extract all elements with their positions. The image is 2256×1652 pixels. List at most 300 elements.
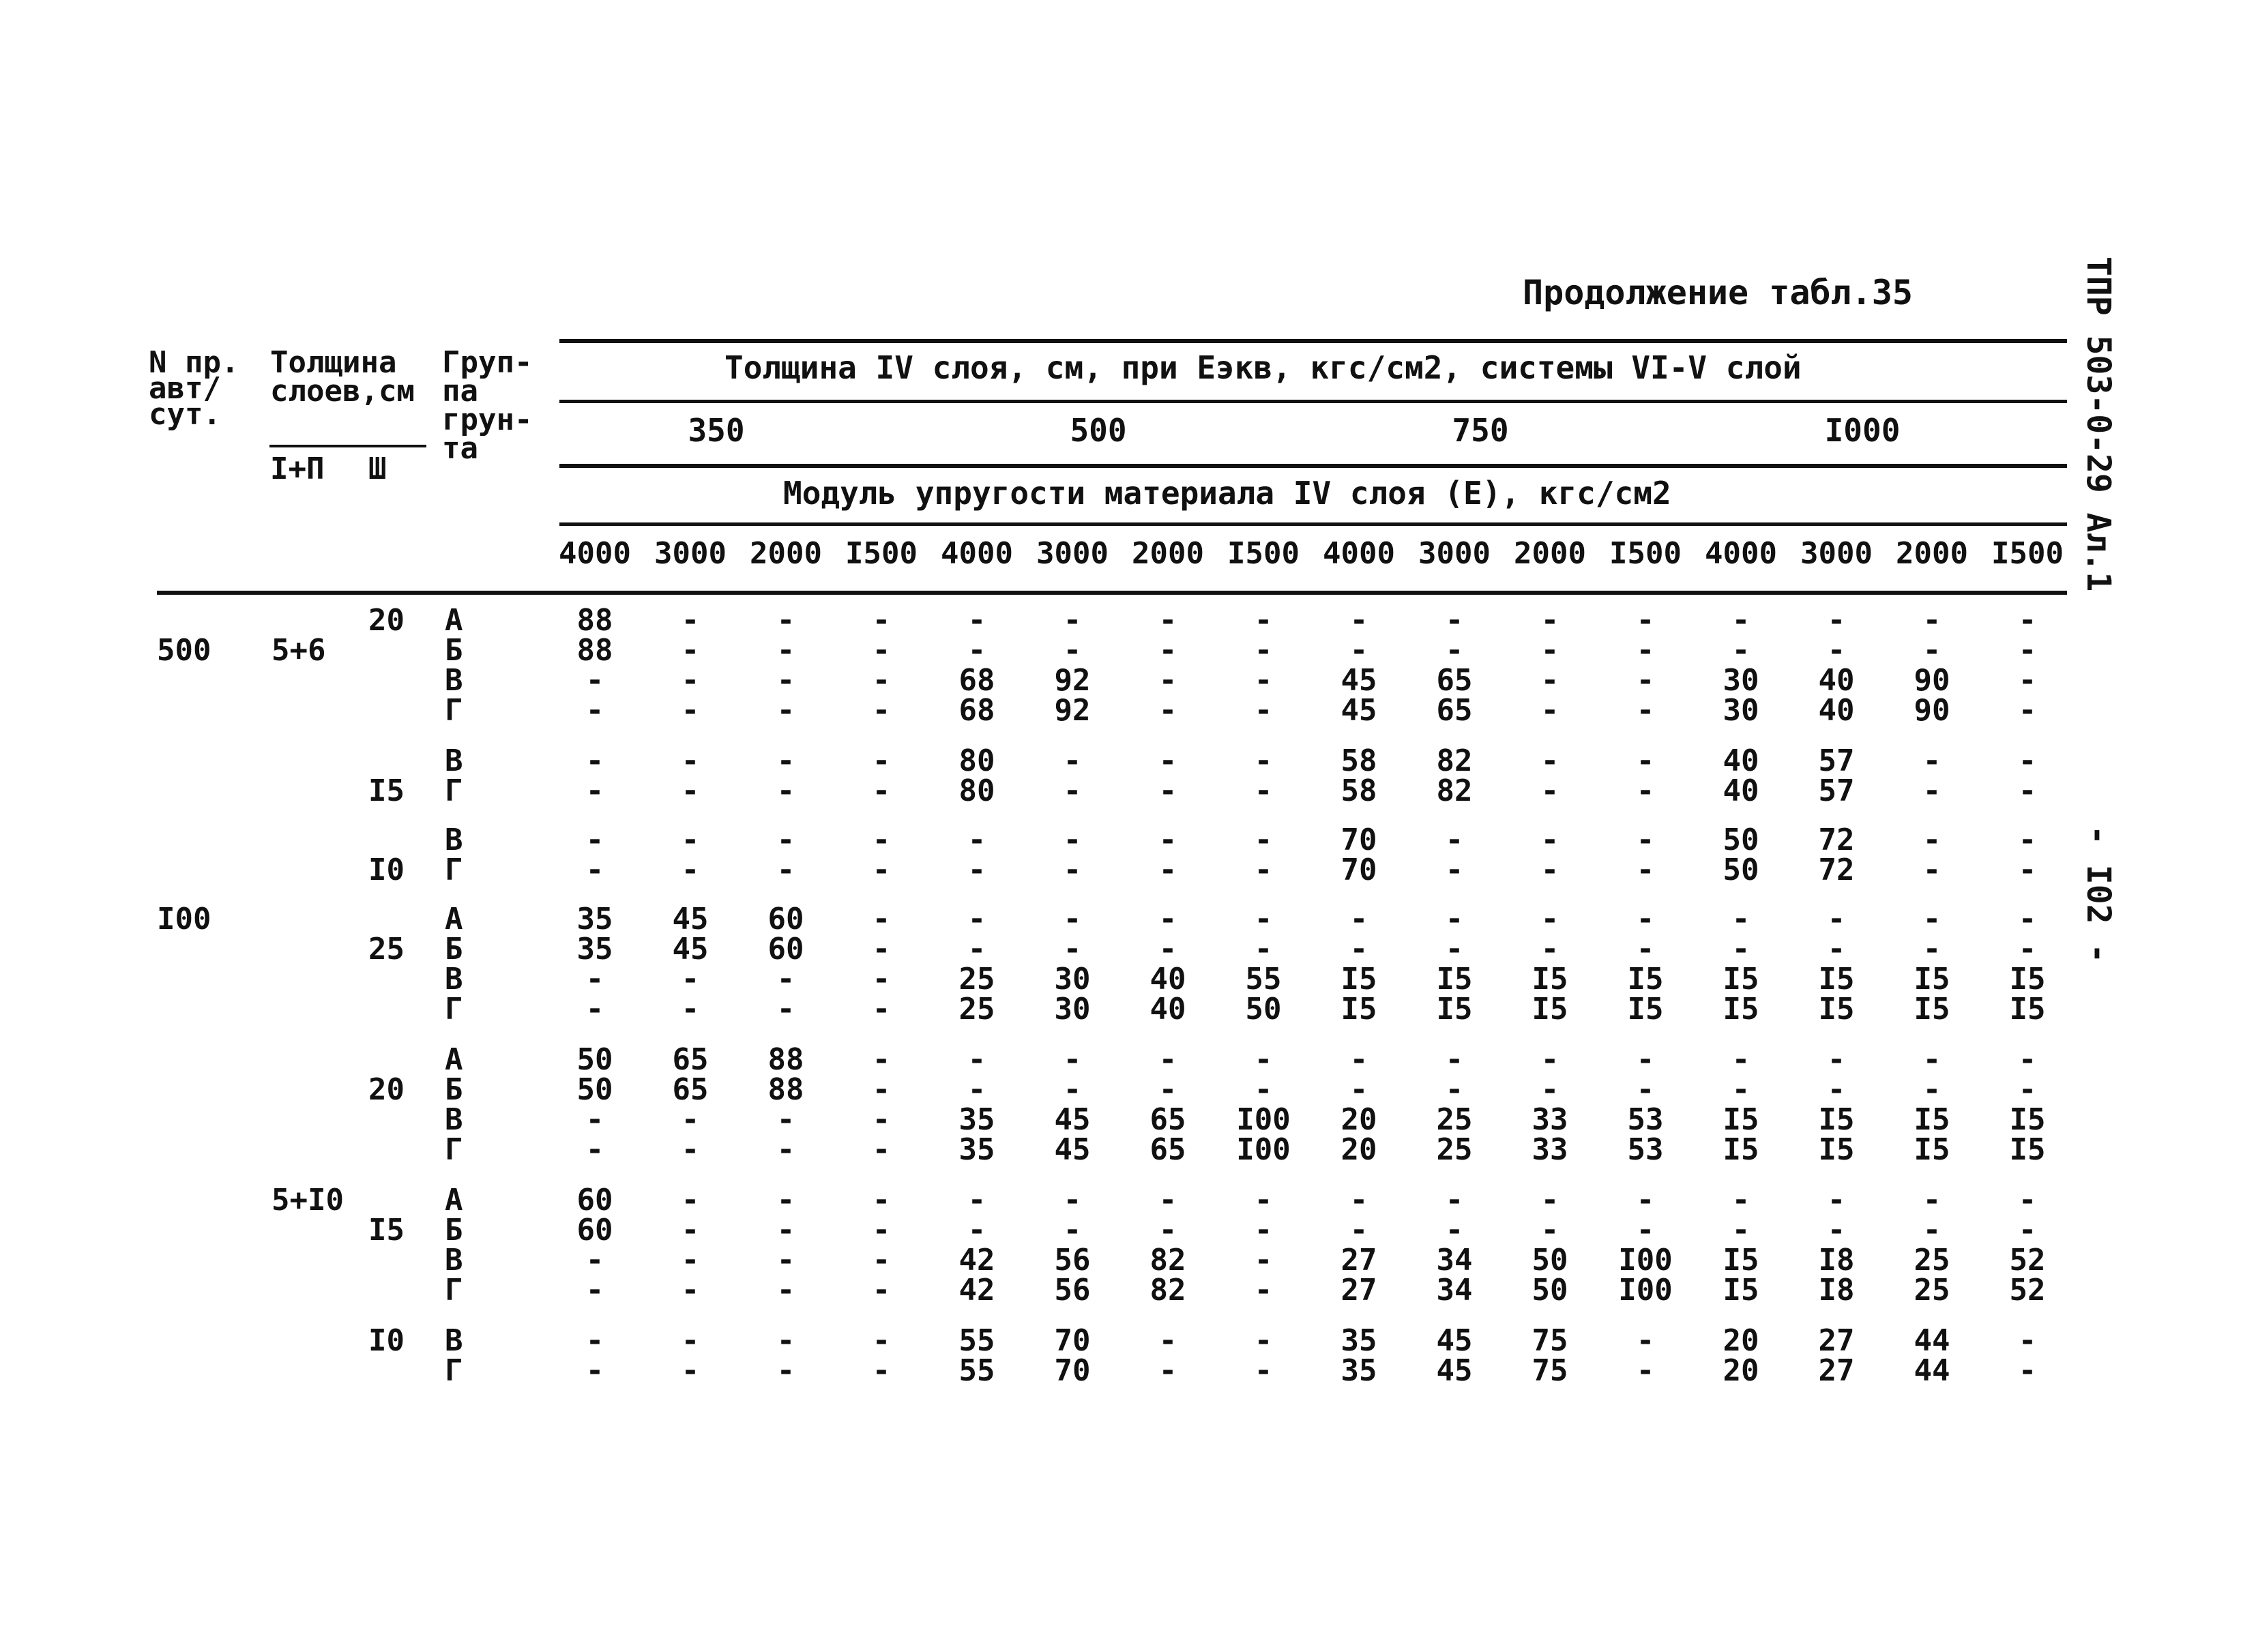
table-cell: - — [872, 1132, 891, 1167]
table-cell: - — [1254, 1042, 1273, 1077]
table-cell: - — [1445, 823, 1464, 857]
table-cell: I5 — [1818, 1132, 1855, 1167]
table-cell: - — [1254, 1072, 1273, 1107]
table-cell: - — [776, 1213, 795, 1248]
table-cell: - — [585, 962, 604, 997]
table-cell: - — [1922, 1072, 1942, 1107]
table-cell: - — [872, 693, 891, 728]
soil-group-letter: А — [445, 603, 463, 638]
table-cell: - — [776, 1353, 795, 1388]
table-cell: - — [1349, 1213, 1368, 1248]
table-cell: 80 — [958, 773, 995, 808]
table-cell: - — [872, 1323, 891, 1358]
table-cell: I5 — [2009, 1132, 2046, 1167]
table-cell: I5 — [2009, 1102, 2046, 1137]
table-cell: - — [872, 823, 891, 857]
table-cell: - — [1158, 663, 1177, 698]
modulus-value: I500 — [845, 536, 918, 571]
traffic-value: 500 — [157, 633, 211, 668]
soil-group-letter: Г — [445, 1353, 463, 1388]
table-cell: - — [1540, 1183, 1559, 1218]
table-cell: - — [872, 1102, 891, 1137]
table-cell: 45 — [1341, 663, 1377, 698]
table-cell: - — [1063, 1042, 1082, 1077]
soil-group-letter: Г — [445, 853, 463, 887]
table-cell: 50 — [1532, 1273, 1568, 1308]
table-cell: - — [681, 823, 700, 857]
table-cell: - — [681, 743, 700, 778]
table-cell: 27 — [1818, 1353, 1855, 1388]
table-cell: - — [872, 853, 891, 887]
table-cell: - — [1254, 1183, 1273, 1218]
table-cell: 53 — [1627, 1102, 1664, 1137]
table-cell: - — [1731, 1042, 1750, 1077]
table-cell: I8 — [1818, 1273, 1855, 1308]
soil-group-letter: Б — [445, 932, 463, 967]
table-cell: I5 — [2009, 962, 2046, 997]
table-cell: 90 — [1914, 663, 1950, 698]
table-cell: 80 — [958, 743, 995, 778]
table-cell: 75 — [1532, 1323, 1568, 1358]
table-cell: - — [1063, 1072, 1082, 1107]
table-cell: - — [1063, 1213, 1082, 1248]
modulus-value: 2000 — [1514, 536, 1586, 571]
table-cell: 72 — [1818, 853, 1855, 887]
table-cell: - — [1254, 853, 1273, 887]
table-cell: - — [1158, 902, 1177, 936]
soil-group-letter: Г — [445, 1132, 463, 1167]
thickness-header-line: слоев,см — [270, 374, 415, 409]
table-cell: I5 — [1723, 1243, 1759, 1278]
table-cell: I5 — [1341, 992, 1377, 1027]
table-cell: - — [1445, 932, 1464, 967]
table-cell: - — [776, 1183, 795, 1218]
table-cell: - — [681, 1132, 700, 1167]
table-cell: 25 — [958, 992, 995, 1027]
soil-group-letter: В — [445, 743, 463, 778]
table-cell: - — [1827, 1042, 1846, 1077]
table-cell: - — [2018, 743, 2037, 778]
table-cell: I5 — [1818, 1102, 1855, 1137]
table-cell: I5 — [1914, 1132, 1950, 1167]
table-cell: 70 — [1054, 1353, 1091, 1388]
table-cell: - — [1636, 932, 1655, 967]
table-cell: - — [1540, 1072, 1559, 1107]
table-cell: - — [1445, 1042, 1464, 1077]
table-cell: - — [1063, 1183, 1082, 1218]
table-cell: 45 — [1054, 1132, 1091, 1167]
table-cell: 35 — [958, 1102, 995, 1137]
table-cell: - — [2018, 1183, 2037, 1218]
thickness-sub-iii: Ш — [368, 452, 387, 486]
table-cell: I5 — [1818, 992, 1855, 1027]
table-cell: 30 — [1054, 992, 1091, 1027]
table-cell: 25 — [1914, 1243, 1950, 1278]
table-cell: 20 — [1723, 1353, 1759, 1388]
group-header-line: та — [442, 431, 478, 466]
table-cell: - — [1922, 1183, 1942, 1218]
table-cell: 55 — [958, 1323, 995, 1358]
table-cell: - — [1922, 1042, 1942, 1077]
table-cell: - — [2018, 773, 2037, 808]
table-cell: - — [1158, 693, 1177, 728]
thickness-sub-i-ii: I+П — [270, 452, 325, 486]
table-cell: - — [872, 1273, 891, 1308]
table-cell: - — [1540, 603, 1559, 638]
soil-group-letter: Г — [445, 1273, 463, 1308]
table-cell: 25 — [958, 962, 995, 997]
table-cell: - — [1254, 1353, 1273, 1388]
table-cell: 44 — [1914, 1323, 1950, 1358]
table-cell: 65 — [1149, 1102, 1186, 1137]
table-cell: - — [872, 743, 891, 778]
group-header-line: грун- — [442, 402, 533, 437]
table-cell: - — [681, 962, 700, 997]
table-cell: 50 — [1723, 853, 1759, 887]
table-cell: - — [872, 932, 891, 967]
table-cell: - — [1922, 932, 1942, 967]
table-cell: - — [681, 992, 700, 1027]
table-cell: - — [967, 633, 986, 668]
thickness-iii-value: I5 — [368, 773, 405, 808]
table-cell: - — [2018, 603, 2037, 638]
table-cell: 20 — [1341, 1102, 1377, 1137]
page-number: - I02 - — [2079, 825, 2118, 964]
modulus-value: 2000 — [1132, 536, 1204, 571]
table-cell: - — [2018, 902, 2037, 936]
table-cell: 57 — [1818, 773, 1855, 808]
table-cell: - — [585, 992, 604, 1027]
table-cell: 50 — [1532, 1243, 1568, 1278]
table-cell: 70 — [1341, 853, 1377, 887]
table-cell: - — [1922, 902, 1942, 936]
eekv-value: I000 — [1824, 412, 1901, 449]
table-cell: - — [1445, 1213, 1464, 1248]
table-cell: - — [1540, 932, 1559, 967]
table-cell: - — [776, 1132, 795, 1167]
modulus-value: 3000 — [654, 536, 727, 571]
table-cell: 30 — [1723, 663, 1759, 698]
table-cell: - — [1254, 1243, 1273, 1278]
table-cell: - — [585, 1243, 604, 1278]
table-cell: - — [1158, 633, 1177, 668]
table-cell: I00 — [1236, 1132, 1291, 1167]
table-cell: - — [1254, 693, 1273, 728]
table-cell: - — [1254, 603, 1273, 638]
thickness-iii-value: I0 — [368, 1323, 405, 1358]
thickness-iii-value: 20 — [368, 603, 405, 638]
table-cell: 65 — [672, 1072, 709, 1107]
table-cell: - — [1349, 1183, 1368, 1218]
header-bottom-rule — [157, 591, 2067, 595]
table-cell: - — [2018, 693, 2037, 728]
table-cell: - — [1254, 633, 1273, 668]
table-cell: - — [1827, 633, 1846, 668]
table-cell: - — [1063, 932, 1082, 967]
table-cell: 40 — [1149, 962, 1186, 997]
table-cell: - — [1158, 853, 1177, 887]
table-cell: - — [1158, 1213, 1177, 1248]
table-cell: - — [1827, 1213, 1846, 1248]
table-cell: 42 — [958, 1243, 995, 1278]
table-cell: - — [1922, 633, 1942, 668]
table-cell: 57 — [1818, 743, 1855, 778]
modulus-value: 3000 — [1418, 536, 1491, 571]
table-cell: 35 — [576, 902, 613, 936]
table-cell: - — [1636, 663, 1655, 698]
table-cell: - — [1636, 823, 1655, 857]
group-header-line: Груп- — [442, 345, 533, 380]
modulus-title: Модуль упругости материала IV слоя (Е), кгс/см2 — [783, 475, 1671, 512]
thickness-iii-value: I0 — [368, 853, 405, 887]
table-cell: - — [1158, 603, 1177, 638]
table-cell: 88 — [576, 603, 613, 638]
table-cell: - — [967, 1183, 986, 1218]
table-cell: - — [1731, 1213, 1750, 1248]
modulus-value: 2000 — [750, 536, 822, 571]
table-cell: - — [1158, 1042, 1177, 1077]
table-cell: - — [1158, 1353, 1177, 1388]
table-cell: 27 — [1818, 1323, 1855, 1358]
table-cell: - — [1445, 603, 1464, 638]
table-cell: 40 — [1149, 992, 1186, 1027]
table-cell: - — [1636, 902, 1655, 936]
soil-group-letter: Б — [445, 1072, 463, 1107]
table-cell: 33 — [1532, 1102, 1568, 1137]
table-cell: - — [1254, 902, 1273, 936]
table-cell: - — [1254, 773, 1273, 808]
table-cell: 40 — [1723, 743, 1759, 778]
table-cell: 82 — [1436, 773, 1473, 808]
table-cell: - — [1158, 1323, 1177, 1358]
table-cell: 88 — [767, 1042, 804, 1077]
table-cell: - — [681, 1243, 700, 1278]
soil-group-letter: А — [445, 1183, 463, 1218]
table-cell: - — [681, 773, 700, 808]
table-cell: - — [585, 1102, 604, 1137]
table-cell: 25 — [1436, 1132, 1473, 1167]
table-cell: - — [1254, 823, 1273, 857]
table-cell: - — [1254, 1273, 1273, 1308]
table-cell: I5 — [1627, 962, 1664, 997]
table-cell: - — [1254, 743, 1273, 778]
table-cell: - — [681, 603, 700, 638]
thickness-i-ii-value: 5+6 — [272, 633, 326, 668]
table-cell: - — [1540, 853, 1559, 887]
table-cell: 45 — [672, 932, 709, 967]
table-cell: - — [1445, 1072, 1464, 1107]
table-cell: - — [967, 603, 986, 638]
modulus-value: 3000 — [1800, 536, 1873, 571]
table-cell: - — [585, 663, 604, 698]
table-cell: 65 — [1436, 693, 1473, 728]
table-cell: - — [967, 823, 986, 857]
table-cell: 65 — [1436, 663, 1473, 698]
modulus-value: 4000 — [1705, 536, 1777, 571]
thickness-iii-value: 20 — [368, 1072, 405, 1107]
table-cell: 33 — [1532, 1132, 1568, 1167]
table-cell: - — [681, 1323, 700, 1358]
table-cell: 53 — [1627, 1132, 1664, 1167]
table-cell: - — [2018, 853, 2037, 887]
header-top-rule — [559, 339, 2067, 343]
table-cell: - — [1540, 633, 1559, 668]
traffic-value: I00 — [157, 902, 211, 936]
table-cell: - — [1158, 1072, 1177, 1107]
table-cell: 35 — [1341, 1353, 1377, 1388]
table-cell: - — [585, 773, 604, 808]
table-cell: 75 — [1532, 1353, 1568, 1388]
table-cell: 68 — [958, 693, 995, 728]
table-cell: 35 — [958, 1132, 995, 1167]
table-cell: - — [1540, 1213, 1559, 1248]
table-cell: - — [967, 1042, 986, 1077]
table-cell: - — [2018, 1353, 2037, 1388]
soil-group-letter: Б — [445, 633, 463, 668]
top-header-title: Толщина IV слоя, см, при Еэкв, кгс/см2, системы VI-V слой — [724, 349, 1802, 386]
eekv-value: 350 — [688, 412, 745, 449]
table-cell: - — [1827, 902, 1846, 936]
modulus-value: I500 — [1609, 536, 1682, 571]
table-cell: - — [1636, 603, 1655, 638]
table-cell: I00 — [1236, 1102, 1291, 1137]
table-cell: - — [776, 1102, 795, 1137]
table-cell: - — [776, 1323, 795, 1358]
table-cell: - — [776, 1243, 795, 1278]
table-cell: - — [1922, 1213, 1942, 1248]
table-cell: I5 — [1723, 1132, 1759, 1167]
table-cell: - — [872, 663, 891, 698]
table-cell: - — [872, 992, 891, 1027]
table-cell: - — [776, 773, 795, 808]
table-cell: - — [1636, 1213, 1655, 1248]
table-cell: 34 — [1436, 1273, 1473, 1308]
table-cell: - — [1731, 1072, 1750, 1107]
table-cell: - — [1349, 902, 1368, 936]
soil-group-letter: Г — [445, 693, 463, 728]
table-cell: - — [585, 693, 604, 728]
table-cell: - — [1636, 633, 1655, 668]
table-cell: - — [1731, 1183, 1750, 1218]
table-cell: - — [1349, 1042, 1368, 1077]
modulus-value: I500 — [1227, 536, 1300, 571]
table-cell: - — [681, 1353, 700, 1388]
table-cell: - — [1731, 603, 1750, 638]
table-cell: - — [585, 743, 604, 778]
table-cell: 44 — [1914, 1353, 1950, 1388]
traffic-header-line: N пр. — [149, 345, 239, 380]
table-cell: - — [967, 1213, 986, 1248]
table-cell: 65 — [672, 1042, 709, 1077]
table-cell: I5 — [1532, 962, 1568, 997]
traffic-header-line: сут. — [149, 397, 221, 432]
table-cell: - — [681, 633, 700, 668]
table-cell: 50 — [576, 1042, 613, 1077]
table-cell: - — [967, 853, 986, 887]
table-cell: I5 — [1723, 962, 1759, 997]
table-cell: 45 — [1054, 1102, 1091, 1137]
table-cell: - — [2018, 1042, 2037, 1077]
soil-group-letter: Г — [445, 773, 463, 808]
table-cell: - — [585, 1132, 604, 1167]
table-cell: - — [1827, 932, 1846, 967]
table-cell: - — [1731, 633, 1750, 668]
table-cell: - — [776, 633, 795, 668]
table-cell: 68 — [958, 663, 995, 698]
table-cell: 25 — [1436, 1102, 1473, 1137]
table-cell: - — [1254, 1323, 1273, 1358]
table-cell: - — [1540, 902, 1559, 936]
table-cell: I5 — [1532, 992, 1568, 1027]
soil-group-letter: А — [445, 1042, 463, 1077]
table-cell: 50 — [576, 1072, 613, 1107]
table-cell: 82 — [1149, 1243, 1186, 1278]
table-cell: - — [776, 992, 795, 1027]
soil-group-letter: В — [445, 962, 463, 997]
table-cell: - — [1636, 1353, 1655, 1388]
table-cell: 60 — [576, 1213, 613, 1248]
table-cell: 72 — [1818, 823, 1855, 857]
table-cell: 42 — [958, 1273, 995, 1308]
table-cell: - — [776, 853, 795, 887]
table-cell: 30 — [1054, 962, 1091, 997]
table-cell: - — [1158, 773, 1177, 808]
table-cell: - — [1254, 663, 1273, 698]
table-cell: - — [872, 633, 891, 668]
table-cell: I5 — [1436, 992, 1473, 1027]
table-cell: - — [967, 902, 986, 936]
table-cell: 56 — [1054, 1243, 1091, 1278]
modulus-value: 4000 — [1323, 536, 1395, 571]
table-cell: 27 — [1341, 1243, 1377, 1278]
table-cell: - — [1063, 633, 1082, 668]
table-cell: I5 — [1627, 992, 1664, 1027]
table-cell: - — [2018, 1323, 2037, 1358]
table-cell: - — [681, 1273, 700, 1308]
table-cell: - — [1063, 902, 1082, 936]
table-cell: - — [776, 962, 795, 997]
table-cell: - — [1540, 743, 1559, 778]
eekv-value: 750 — [1452, 412, 1509, 449]
modulus-values-rule — [559, 522, 2067, 526]
soil-group-letter: А — [445, 902, 463, 936]
table-cell: - — [1827, 1183, 1846, 1218]
table-cell: I8 — [1818, 1243, 1855, 1278]
table-cell: - — [1540, 773, 1559, 808]
table-cell: 50 — [1245, 992, 1282, 1027]
table-cell: I5 — [1914, 1102, 1950, 1137]
table-cell: - — [1922, 853, 1942, 887]
soil-group-letter: В — [445, 1323, 463, 1358]
table-cell: I5 — [1914, 962, 1950, 997]
table-cell: - — [1827, 603, 1846, 638]
table-cell: - — [585, 1353, 604, 1388]
table-cell: - — [585, 1273, 604, 1308]
table-cell: - — [1636, 1042, 1655, 1077]
modulus-value: 3000 — [1036, 536, 1109, 571]
table-cell: 50 — [1723, 823, 1759, 857]
table-cell: - — [1636, 773, 1655, 808]
modulus-value: I500 — [1991, 536, 2064, 571]
table-cell: 88 — [767, 1072, 804, 1107]
table-cell: - — [872, 1353, 891, 1388]
table-cell: 70 — [1341, 823, 1377, 857]
table-cell: - — [1445, 1183, 1464, 1218]
table-cell: 60 — [576, 1183, 613, 1218]
table-cell: 92 — [1054, 663, 1091, 698]
thickness-i-ii-value: 5+I0 — [272, 1183, 344, 1218]
table-cell: - — [681, 1102, 700, 1137]
